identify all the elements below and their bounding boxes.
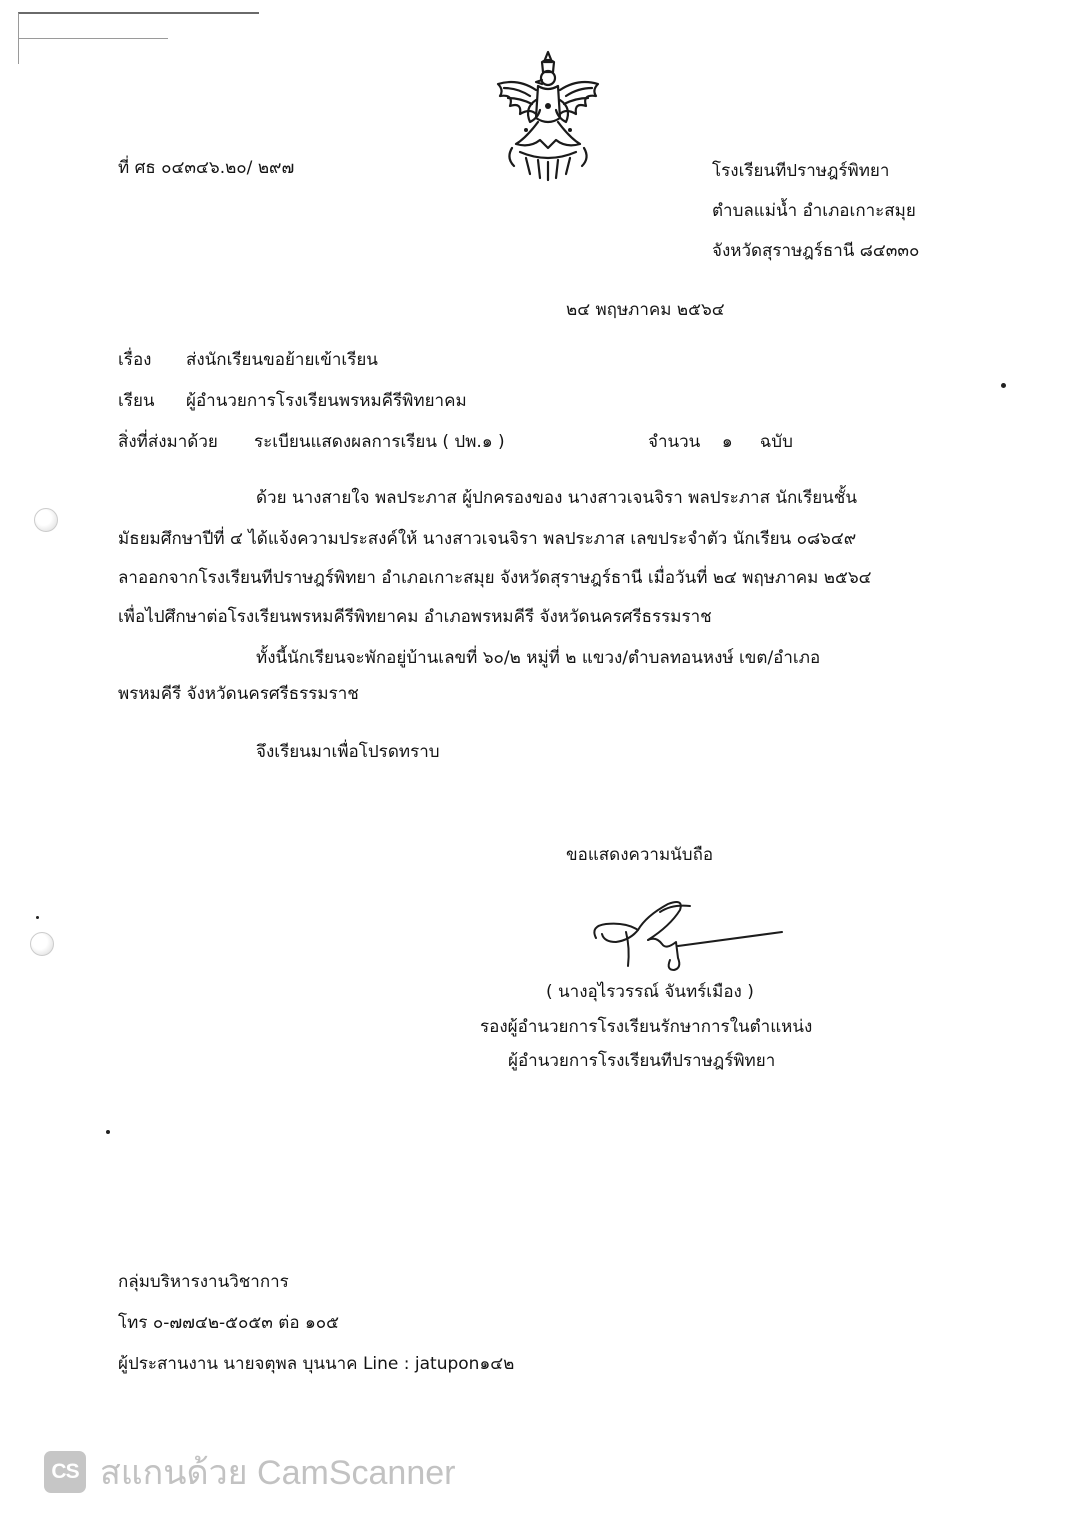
subject: ส่งนักเรียนขอย้ายเข้าเรียน: [186, 350, 378, 370]
body-paragraph2-line2: พรหมคีรี จังหวัดนครศรีธรรมราช: [118, 684, 359, 704]
body-paragraph1-line4: เพื่อไปศึกษาต่อโรงเรียนพรหมคีรีพิทยาคม อำเภอพรหมคีรี จังหวัดนครศรีธรรมราช: [118, 607, 712, 627]
scan-speck: [106, 1130, 110, 1134]
regards: ขอแสดงความนับถือ: [566, 845, 714, 865]
footer-department: กลุ่มบริหารงานวิชาการ: [118, 1272, 289, 1292]
scan-speck: [1001, 383, 1006, 388]
sender-address-line1: ตำบลแม่น้ำ อำเภอเกาะสมุย: [712, 201, 916, 221]
camscanner-watermark: [44, 1445, 455, 1499]
closing-line: จึงเรียนมาเพื่อโปรดทราบ: [256, 742, 440, 762]
attachment-quantity: จำนวน ๑ ฉบับ: [648, 432, 793, 452]
body-paragraph1-line1: ด้วย นางสายใจ พลประภาส ผู้ปกครองของ นางสาวเจนจิรา พลประภาส นักเรียนชั้น: [256, 488, 857, 508]
recipient: ผู้อำนวยการโรงเรียนพรหมคีรีพิทยาคม: [186, 391, 467, 411]
punch-hole-mark: [30, 932, 54, 956]
letter-date: ๒๔ พฤษภาคม ๒๕๖๔: [566, 300, 725, 320]
body-paragraph2-line1: ทั้งนี้นักเรียนจะพักอยู่บ้านเลขที่ ๖๐/๒ หมู่ที่ ๒ แขวง/ตำบลทอนหงษ์ เขต/อำเภอ: [256, 648, 821, 668]
handwritten-signature: [586, 896, 786, 976]
sender-school: โรงเรียนทีปราษฎร์พิทยา: [712, 161, 890, 181]
signatory-position2: ผู้อำนวยการโรงเรียนทีปราษฎร์พิทยา: [508, 1051, 776, 1071]
signatory-name: ( นางอุไรวรรณ์ จันทร์เมือง ): [546, 982, 754, 1002]
garuda-emblem-icon: [490, 48, 606, 184]
sender-address-line2: จังหวัดสุราษฎร์ธานี ๘๔๓๓๐: [712, 241, 920, 261]
recipient-label: เรียน: [118, 391, 155, 411]
reference-number: ที่ ศธ ๐๔๓๔๖.๒๐/ ๒๙๗: [118, 158, 295, 178]
folded-corner-crease: [18, 38, 168, 39]
subject-label: เรื่อง: [118, 350, 152, 370]
attachment: ระเบียนแสดงผลการเรียน ( ปพ.๑ ): [254, 432, 505, 452]
camscanner-logo-icon: CS: [44, 1451, 86, 1493]
scan-speck: [36, 916, 39, 919]
signatory-position1: รองผู้อำนวยการโรงเรียนรักษาการในตำแหน่ง: [480, 1017, 813, 1037]
attachment-label: สิ่งที่ส่งมาด้วย: [118, 432, 218, 452]
punch-hole-mark: [34, 508, 58, 532]
body-paragraph1-line2: มัธยมศึกษาปีที่ ๔ ได้แจ้งความประสงค์ให้ นางสาวเจนจิรา พลประภาส เลขประจำตัว นักเรียน ๐๘๖๔๙: [118, 529, 857, 549]
footer-phone: โทร ๐-๗๗๔๒-๕๐๕๓ ต่อ ๑๐๕: [118, 1313, 339, 1333]
watermark-text: สแกนด้วย CamScanner: [100, 1454, 456, 1492]
body-paragraph1-line3: ลาออกจากโรงเรียนทีปราษฎร์พิทยา อำเภอเกาะสมุย จังหวัดสุราษฎร์ธานี เมื่อวันที่ ๒๔ พฤษภาคม ๒๕๖๔: [118, 568, 872, 588]
footer-coordinator: ผู้ประสานงาน นายจตุพล บุนนาค Line : jatupon๑๔๒: [118, 1354, 515, 1374]
